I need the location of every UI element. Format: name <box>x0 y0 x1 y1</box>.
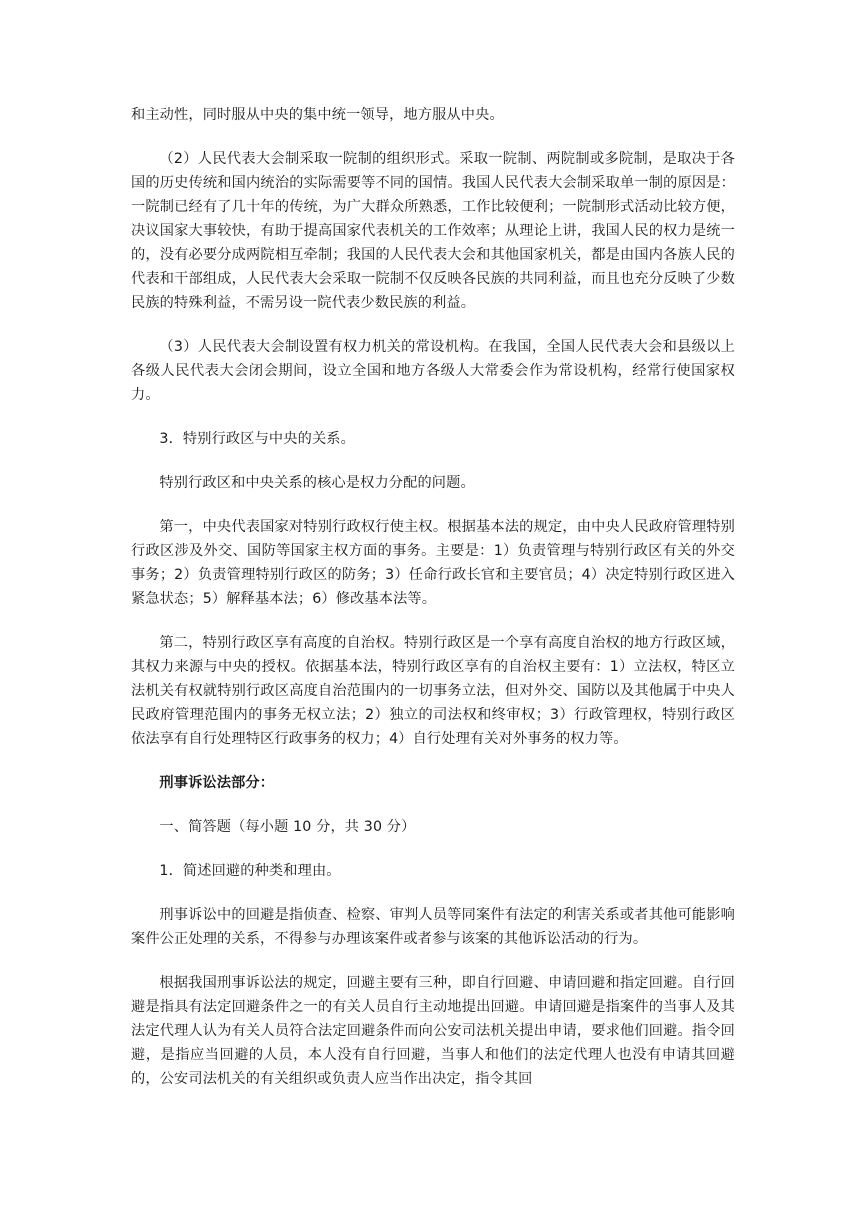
question-recusal: 1．简述回避的种类和理由。 <box>159 863 341 879</box>
section-heading-criminal-procedure: 刑事诉讼法部分： <box>159 775 275 791</box>
paragraph-sovereignty: 第一，中央代表国家对特别行政权行使主权。根据基本法的规定，由中央人民政府管理特别行政区涉及外交、国防等国家主权方面的事务。主要是：1）负责管理与特别行政区有关的外交事务；2）负责管理特别行政区的防务；3）任命行政长官和主要官员；4）决定特别行政区进入紧急状态；5）解释基本法；6）修改基本法等。 <box>131 519 735 607</box>
paragraph-power-distribution: 特别行政区和中央关系的核心是权力分配的问题。 <box>159 475 475 491</box>
paragraph-continuation: 和主动性，同时服从中央的集中统一领导，地方服从中央。 <box>131 107 504 123</box>
paragraph-recusal-definition: 刑事诉讼中的回避是指侦查、检察、审判人员等同案件有法定的利害关系或者其他可能影响案件公正处理的关系，不得参与办理该案件或者参与该案的其他诉讼活动的行为。 <box>131 907 735 947</box>
paragraph-autonomy: 第二，特别行政区享有高度的自治权。特别行政区是一个享有高度自治权的地方行政区域，其权力来源与中央的授权。依据基本法，特别行政区享有的自治权主要有：1）立法权，特区立法机关有权就特别行政区高度自治范围内的一切事务立法，但对外交、国防以及其他属于中央人民政府管理范围内的事务无权立法；2）独立的司法权和终审权；3）行政管理权，特别行政区依法享有自行处理特区行政事务的权力；4）自行处理有关对外事务的权力等。 <box>131 635 735 747</box>
heading-short-answer: 一、简答题（每小题 10 分，共 30 分） <box>159 819 416 835</box>
document-body <box>131 103 735 1091</box>
paragraph-standing-body: （3）人民代表大会制设置有权力机关的常设机构。在我国，全国人民代表大会和县级以上各级人民代表大会闭会期间，设立全国和地方各级人大常委会作为常设机构，经常行使国家权力。 <box>131 339 735 403</box>
paragraph-recusal-types: 根据我国刑事诉讼法的规定，回避主要有三种，即自行回避、申请回避和指定回避。自行回避是指具有法定回避条件之一的有关人员自行主动地提出回避。申请回避是指案件的当事人及其法定代理人认为有关人员符合法定回避条件而向公安司法机关提出申请，要求他们回避。指令回避，是指应当回避的人员，本人没有自行回避，当事人和他们的法定代理人也没有申请其回避的，公安司法机关的有关组织或负责人应当作出决定，指令其回 <box>131 975 735 1087</box>
heading-sar-central-relations: 3．特别行政区与中央的关系。 <box>159 431 355 447</box>
paragraph-unicameral-system: （2）人民代表大会制采取一院制的组织形式。采取一院制、两院制或多院制，是取决于各国的历史传统和国内统治的实际需要等不同的国情。我国人民代表大会制采取单一制的原因是：一院制已经有了几十年的传统，为广大群众所熟悉，工作比较便利；一院制形式活动比较方便，决议国家大事较快，有助于提高国家代表机关的工作效率；从理论上讲，我国人民的权力是统一的，没有必要分成两院相互牵制；我国的人民代表大会和其他国家机关，都是由国内各族人民的代表和干部组成，人民代表大会采取一院制不仅反映各民族的共同利益，而且也充分反映了少数民族的特殊利益，不需另设一院代表少数民族的利益。 <box>131 151 735 311</box>
